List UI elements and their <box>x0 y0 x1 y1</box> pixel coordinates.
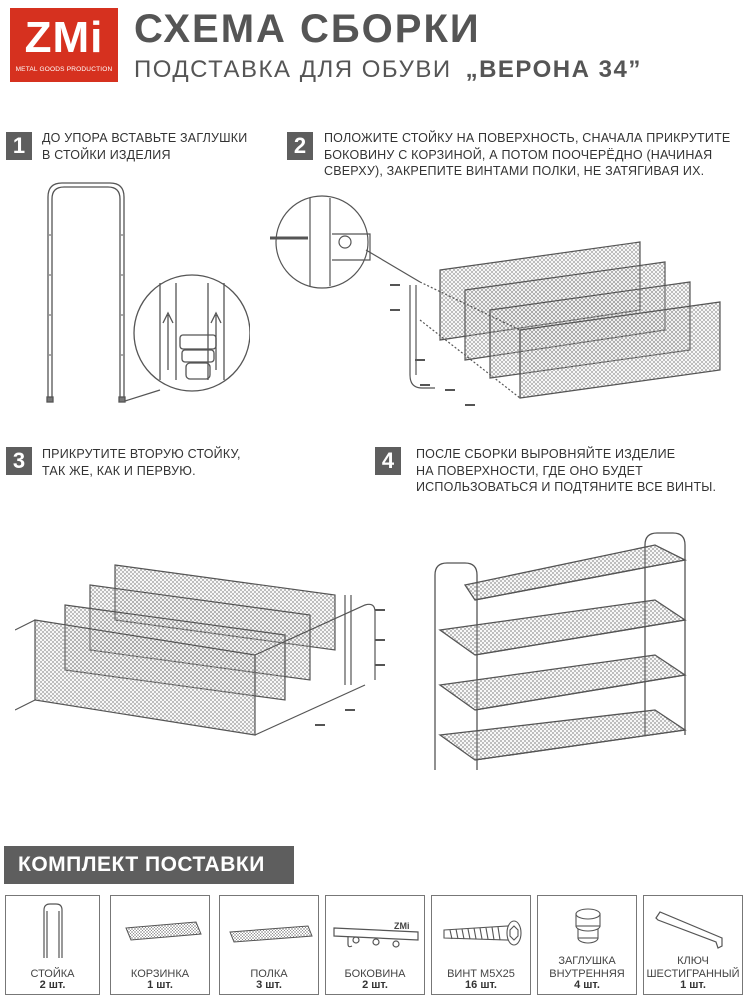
screw-icon <box>432 896 532 962</box>
kit-item-label-line: БОКОВИНА <box>344 968 406 980</box>
step-2-line: БОКОВИНУ С КОРЗИНОЙ, А ПОТОМ ПООЧЕРЁДНО (НАЧИНАЯ <box>324 147 713 162</box>
step-2-line: СВЕРХУ), ЗАКРЕПИТЕ ВИНТАМИ ПОЛКИ, НЕ ЗАТЯГИВАЯ ИХ. <box>324 164 705 178</box>
product-type: ПОДСТАВКА ДЛЯ ОБУВИ <box>134 56 452 83</box>
side-panel-icon <box>326 896 426 962</box>
kit-title: КОМПЛЕКТ ПОСТАВКИ <box>4 846 294 884</box>
step-3-number: 3 <box>6 447 32 475</box>
brand-logo <box>10 8 118 82</box>
step-3-line: ПРИКРУТИТЕ ВТОРУЮ СТОЙКУ, <box>42 447 241 461</box>
kit-item-basket <box>110 895 210 995</box>
step-1-line: ДО УПОРА ВСТАВЬТЕ ЗАГЛУШКИ <box>42 131 248 145</box>
hex-key-icon <box>644 896 744 956</box>
step-4-text <box>416 446 716 496</box>
kit-item-label-line: КЛЮЧ <box>677 955 709 967</box>
page-subtitle <box>134 55 642 85</box>
kit-item-qty: 1 шт. <box>680 979 706 991</box>
step-4-line: ИСПОЛЬЗОВАТЬСЯ И ПОДТЯНИТЕ ВСЕ ВИНТЫ. <box>416 480 717 494</box>
kit-item-qty: 2 шт. <box>39 979 66 991</box>
kit-item-label-line: ШЕСТИГРАННЫЙ <box>646 968 740 980</box>
step-3-line: ТАК ЖЕ, КАК И ПЕРВУЮ. <box>42 463 196 478</box>
step-3-text <box>42 446 241 479</box>
kit-item-qty: 1 шт. <box>147 979 173 991</box>
step-4-line: НА ПОВЕРХНОСТИ, ГДЕ ОНО БУДЕТ <box>416 463 643 478</box>
step-1-text <box>42 130 247 163</box>
kit-item-hex-key <box>643 895 743 995</box>
product-model: „ВЕРОНА 34” <box>465 56 642 83</box>
kit-item-label <box>538 955 636 981</box>
step-1-number: 1 <box>6 132 32 160</box>
step-2-illustration <box>270 190 740 420</box>
basket-icon <box>111 896 211 962</box>
kit-item-qty: 3 шт. <box>256 979 282 991</box>
kit-item-label-line: ВИНТ M5X25 <box>447 968 515 980</box>
step-1-line: В СТОЙКИ ИЗДЕЛИЯ <box>42 147 171 162</box>
kit-item-qty: 4 шт. <box>574 979 600 991</box>
step-4-illustration <box>425 525 700 775</box>
kit-item-label-line: ВНУТРЕННЯЯ <box>549 968 625 980</box>
kit-item-qty: 16 шт. <box>465 979 497 991</box>
page-title: СХЕМА СБОРКИ <box>134 7 481 51</box>
kit-item-label-line: ПОЛКА <box>250 968 288 980</box>
kit-item-end-cap <box>537 895 637 995</box>
kit-item-shelf <box>219 895 319 995</box>
kit-item-qty: 2 шт. <box>362 979 388 991</box>
kit-item-label-line: ЗАГЛУШКА <box>558 955 616 967</box>
stand-icon <box>6 896 101 962</box>
logo-mark: ZMi <box>24 13 104 62</box>
kit-item-label-line: КОРЗИНКА <box>130 968 190 980</box>
kit-item-screw <box>431 895 531 995</box>
step-3-illustration <box>15 560 405 760</box>
step-2-number: 2 <box>287 132 313 160</box>
step-4-line: ПОСЛЕ СБОРКИ ВЫРОВНЯЙТЕ ИЗДЕЛИЕ <box>416 447 676 461</box>
logo-tagline: METAL GOODS PRODUCTION <box>15 66 113 73</box>
side-panel-badge: ZMi <box>394 921 410 931</box>
kit-item-label <box>644 955 742 981</box>
step-2-line: ПОЛОЖИТЕ СТОЙКУ НА ПОВЕРХНОСТЬ, СНАЧАЛА ПРИКРУТИТЕ <box>324 131 731 145</box>
kit-item-label-line: СТОЙКА <box>30 968 75 980</box>
end-cap-icon <box>538 896 638 956</box>
shelf-icon <box>220 896 320 962</box>
step-1-illustration <box>30 175 250 410</box>
step-2-text <box>324 130 730 180</box>
kit-item-stand <box>5 895 100 995</box>
step-4-number: 4 <box>375 447 401 475</box>
kit-item-side-panel <box>325 895 425 995</box>
